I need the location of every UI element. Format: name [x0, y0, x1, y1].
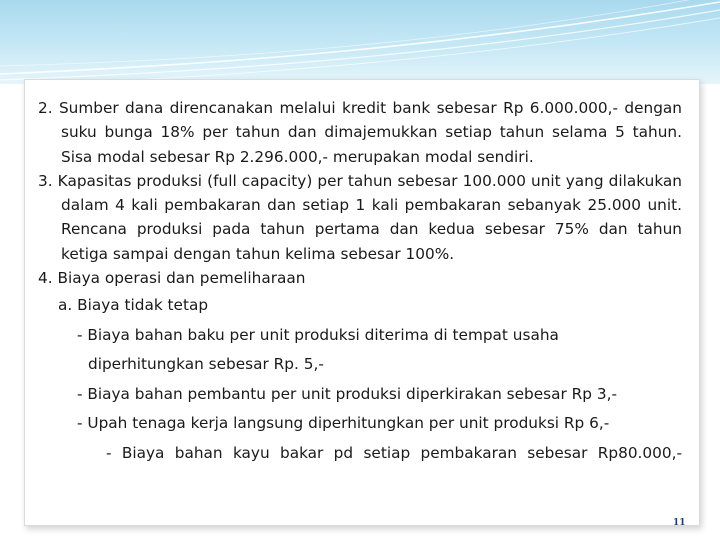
list-item-2: 2. Sumber dana direncanakan melalui kredit bank sebesar Rp 6.000.000,- dengan suku bunga 18% per tahun dan dimajemukkan setiap tahun selama 5 tahun. Sisa modal sebesar Rp 2.296.000,- merupakan modal sendiri. [38, 99, 682, 166]
swoosh-lines-decoration [0, 0, 720, 84]
header-decoration [0, 0, 720, 84]
page-number: 11 [673, 518, 686, 528]
slide-body [38, 96, 682, 468]
bullet-upah-tenaga-kerja: - Upah tenaga kerja langsung diperhitungkan per unit produksi Rp 6,- [77, 414, 610, 433]
list-item-3: 3. Kapasitas produksi (full capacity) per tahun sebesar 100.000 unit yang dilakukan dalam 4 kali pembakaran dan setiap 1 kali pembakaran sebanyak 25.000 unit. Rencana produksi pada tahun pertama dan kedua sebesar 75% dan tahun ketiga sampai dengan tahun kelima sebesar 100%. [38, 171, 682, 263]
bullet-bahan-baku-continued: diperhitungkan sebesar Rp. 5,- [88, 355, 324, 374]
sub-item-a: a. Biaya tidak tetap [58, 296, 209, 315]
bullet-kayu-bakar: - Biaya bahan kayu bakar pd setiap pembakaran sebesar Rp80.000,- [106, 443, 682, 462]
list-item-4: 4. Biaya operasi dan pemeliharaan [38, 269, 306, 288]
bullet-bahan-baku: - Biaya bahan baku per unit produksi diterima di tempat usaha [77, 325, 559, 344]
bullet-bahan-pembantu: - Biaya bahan pembantu per unit produksi diperkirakan sebesar Rp 3,- [77, 384, 617, 403]
